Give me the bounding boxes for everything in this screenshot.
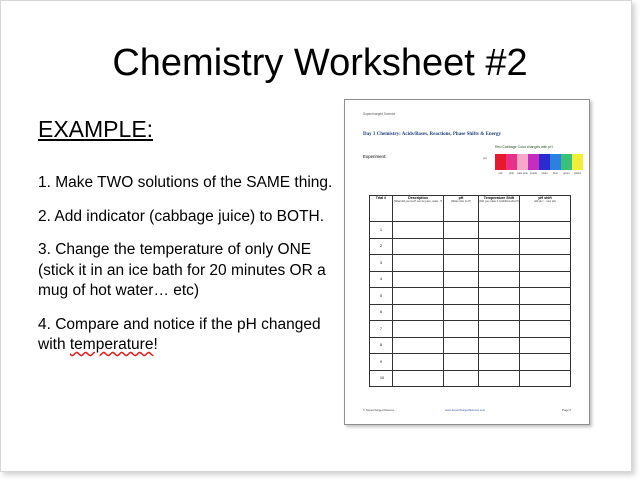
- table-row: [370, 304, 571, 321]
- color-swatch: [550, 154, 561, 175]
- trial-number: 6: [370, 304, 393, 321]
- table-cell: [444, 337, 479, 354]
- table-cell: [479, 337, 520, 354]
- color-swatch-label: pale pink: [517, 172, 528, 175]
- cabbage-label: Red Cabbage Color changes with pH: [495, 145, 553, 149]
- color-swatch-label: green: [563, 172, 570, 175]
- table-row: [370, 370, 571, 387]
- color-swatch: [572, 154, 583, 175]
- step-1: 1. Make TWO solutions of the SAME thing.: [38, 174, 333, 191]
- experiment-label: Experiment:: [363, 154, 387, 159]
- header-trial: Trial #: [370, 196, 393, 222]
- table-cell: [393, 255, 444, 272]
- example-label: EXAMPLE:: [38, 116, 154, 142]
- table-cell: [520, 288, 571, 305]
- table-cell: [520, 370, 571, 387]
- color-swatch-label: yellow: [573, 172, 582, 175]
- table-cell: [520, 354, 571, 371]
- worksheet-heading: Day 3 Chemistry: Acids/Bases, Reactions, Phase Shifts & Energy: [363, 132, 502, 137]
- table-cell: [393, 222, 444, 239]
- table-cell: [520, 321, 571, 338]
- color-swatch-label: purple: [529, 172, 538, 175]
- color-scale: [495, 154, 583, 175]
- table-cell: [444, 238, 479, 255]
- trial-number: 2: [370, 238, 393, 255]
- table-cell: [393, 321, 444, 338]
- step-4-underlined: temperature: [69, 336, 154, 353]
- trial-number: 10: [370, 370, 393, 387]
- table-row: [370, 271, 571, 288]
- trial-number: 7: [370, 321, 393, 338]
- table-cell: [479, 370, 520, 387]
- table-cell: [479, 321, 520, 338]
- steps-list: [38, 173, 343, 369]
- worksheet-table: [369, 195, 571, 387]
- table-body: [370, 222, 571, 387]
- table-cell: [479, 222, 520, 239]
- table-cell: [393, 271, 444, 288]
- header-temperature-shift: Temperature Shift (Did you make it Cold/Room/Hot?): [479, 196, 520, 222]
- color-swatch-label: blue: [553, 172, 558, 175]
- table-cell: [520, 337, 571, 354]
- trial-number: 8: [370, 337, 393, 354]
- table-cell: [444, 255, 479, 272]
- header-ph: pH (What color is it?): [444, 196, 479, 222]
- table-row: [370, 222, 571, 239]
- color-swatch: [495, 154, 506, 175]
- table-row: [370, 238, 571, 255]
- step-4-suffix: !: [153, 336, 158, 353]
- table-cell: [479, 288, 520, 305]
- trial-number: 1: [370, 222, 393, 239]
- color-swatch: [506, 154, 517, 175]
- table-cell: [444, 288, 479, 305]
- table-cell: [393, 354, 444, 371]
- color-swatch: [528, 154, 539, 175]
- table-row: [370, 354, 571, 371]
- table-cell: [393, 288, 444, 305]
- table-cell: [520, 255, 571, 272]
- trial-number: 9: [370, 354, 393, 371]
- table-row: [370, 321, 571, 338]
- table-cell: [444, 354, 479, 371]
- header-description: Description (What did you test? Lemon juice, soda...?): [393, 196, 444, 222]
- table-cell: [393, 238, 444, 255]
- trial-number: 5: [370, 288, 393, 305]
- color-swatch: [561, 154, 572, 175]
- table-cell: [444, 271, 479, 288]
- color-swatch-label: violet: [541, 172, 548, 175]
- color-swatch-label: pink: [509, 172, 514, 175]
- step-3: 3. Change the temperature of only ONE (stick it in an ice bath for 20 minutes OR a mug of hot water… etc): [38, 241, 326, 299]
- table-cell: [479, 255, 520, 272]
- trial-number: 3: [370, 255, 393, 272]
- trial-number: 4: [370, 271, 393, 288]
- color-swatch: [517, 154, 528, 175]
- table-cell: [520, 222, 571, 239]
- table-row: [370, 288, 571, 305]
- worksheet-image: [344, 99, 590, 425]
- table-cell: [444, 370, 479, 387]
- table-cell: [479, 304, 520, 321]
- table-header-row: [370, 196, 571, 222]
- footer-right: Page 6: [562, 408, 571, 412]
- table-cell: [520, 271, 571, 288]
- worksheet-brand: Supercharged Science: [363, 112, 396, 116]
- footer-left: © Supercharged Science: [363, 408, 395, 412]
- table-cell: [444, 321, 479, 338]
- step-4-prefix: 4. Compare and notice if the pH changed with: [38, 315, 321, 353]
- table-cell: [393, 370, 444, 387]
- table-cell: [479, 354, 520, 371]
- table-row: [370, 337, 571, 354]
- footer-center: www.SuperchargedScience.com: [445, 408, 486, 412]
- color-swatch-label: red: [498, 172, 503, 175]
- table-cell: [520, 238, 571, 255]
- table-cell: [393, 304, 444, 321]
- step-4: [38, 315, 343, 356]
- table-cell: [479, 271, 520, 288]
- table-row: [370, 255, 571, 272]
- table-cell: [479, 238, 520, 255]
- table-cell: [444, 304, 479, 321]
- table-cell: [444, 222, 479, 239]
- table-cell: [520, 304, 571, 321]
- step-2: 2. Add indicator (cabbage juice) to BOTH.: [38, 207, 325, 225]
- ph-label: pH: [483, 156, 487, 160]
- color-swatch: [539, 154, 550, 175]
- header-ph-shift: pH shift (did pH ↑↓ new pH): [520, 196, 571, 222]
- slide-title: Chemistry Worksheet #2: [112, 42, 528, 84]
- table-cell: [393, 337, 444, 354]
